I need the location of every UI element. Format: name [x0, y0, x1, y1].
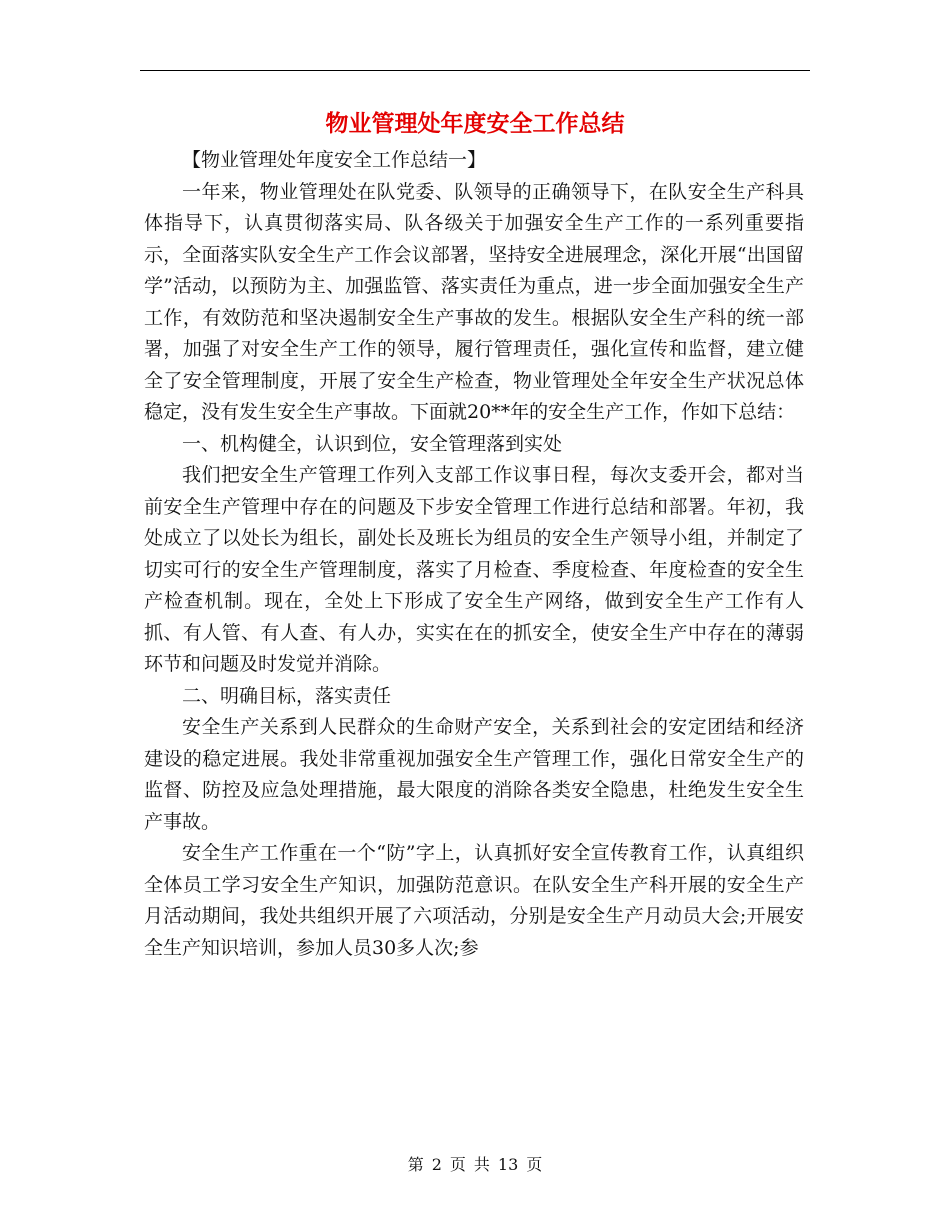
section-heading: 一、机构健全，认识到位，安全管理落到实处 — [182, 432, 563, 455]
page-number: 2 — [431, 1155, 442, 1174]
document-title: 物业管理处年度安全工作总结 — [325, 111, 625, 137]
paragraph: 一年来，物业管理处在队党委、队领导的正确领导下，在队安全生产科具体指导下，认真贯彻落实局、队各级关于加强安全生产工作的一系列重要指示，全面落实队安全生产工作会议部署，坚持安全进展理念，深化开展“出国留学”活动，以预防为主、加强监管、落实责任为重点，进一步全面加强安全生产工作，有效防范和坚决遏制安全生产事故的发生。根据队安全生产科的统一部署，加强了对安全生产工作的领导，履行管理责任，强化宣传和监督，建立健全了安全管理制度，开展了安全生产检查，物业管理处全年安全生产状况总体稳定，没有发生安全生产事故。下面就20**年的安全生产工作，作如下总结： — [144, 180, 804, 423]
section-heading: 二、明确目标，落实责任 — [182, 684, 392, 707]
section-heading: 【物业管理处年度安全工作总结一】 — [182, 149, 487, 171]
footer-label: 页 — [449, 1155, 466, 1174]
footer-label: 页 — [526, 1155, 543, 1174]
paragraph: 安全生产关系到人民群众的生命财产安全，关系到社会的安定团结和经济建设的稳定进展。我处非常重视加强安全生产管理工作，强化日常安全生产的监督、防控及应急处理措施，最大限度的消除各类安全隐患，杜绝发生安全生产事故。 — [144, 716, 804, 833]
paragraph: 安全生产工作重在一个“防”字上，认真抓好安全宣传教育工作，认真组织全体员工学习安全生产知识，加强防范意识。在队安全生产科开展的安全生产月活动期间，我处共组织开展了六项活动，分别是安全生产月动员大会;开展安全生产知识培训，参加人员30多人次;参 — [144, 842, 804, 959]
total-pages: 13 — [497, 1155, 519, 1174]
document-body — [144, 145, 804, 964]
paragraph: 我们把安全生产管理工作列入支部工作议事日程，每次支委开会，都对当前安全生产管理中存在的问题及下步安全管理工作进行总结和部署。年初，我处成立了以处长为组长，副处长及班长为组员的安全生产领导小组，并制定了切实可行的安全生产管理制度，落实了月检查、季度检查、年度检查的安全生产检查机制。现在，全处上下形成了安全生产网络，做到安全生产工作有人抓、有人管、有人查、有人办，实实在在的抓安全，使安全生产中存在的薄弱环节和问题及时发觉并消除。 — [144, 464, 804, 675]
page-footer — [140, 1154, 810, 1176]
footer-label: 第 — [407, 1155, 424, 1174]
header-rule — [140, 70, 810, 71]
footer-label: 共 — [473, 1155, 490, 1174]
